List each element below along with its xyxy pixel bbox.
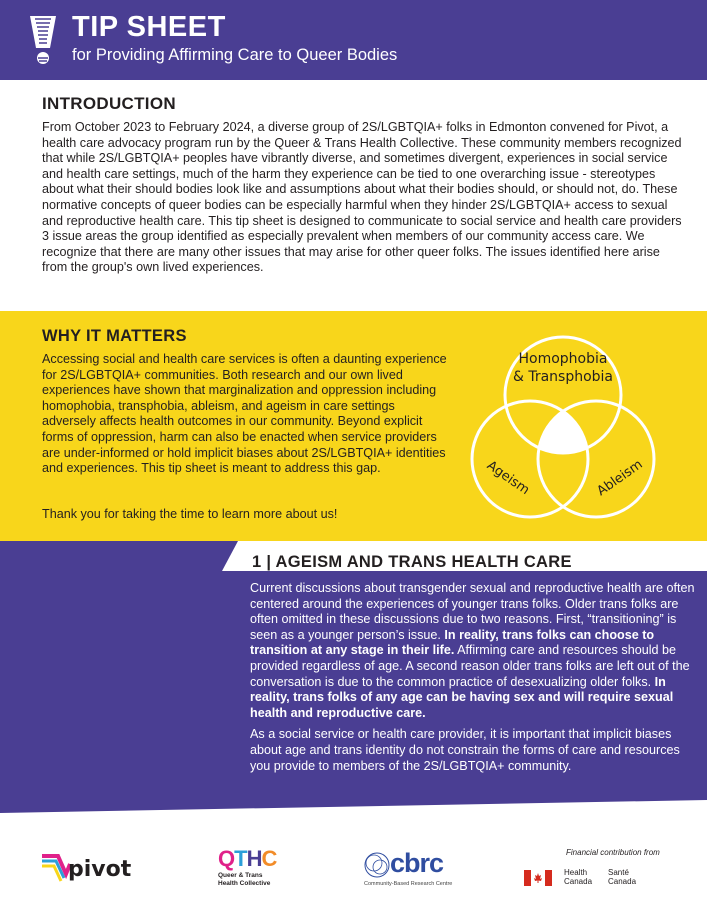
sante-canada-fr: Canada — [608, 877, 637, 886]
page-subtitle: for Providing Affirming Care to Queer Bodies — [72, 46, 398, 64]
venn-diagram — [452, 333, 674, 533]
pivot-wordmark: pivot — [68, 857, 132, 882]
ageism-heading: 1 | AGEISM AND TRANS HEALTH CARE — [252, 553, 572, 571]
why-it-matters-section — [0, 311, 707, 541]
health-canada-logo — [524, 868, 664, 892]
ageism-text: Affirming care and resources should be provided regardless of age. A second reason older trans folks are left out of the conversation is due to the common practice of desexualizing older folks. — [250, 643, 690, 689]
why-it-matters-heading: WHY IT MATTERS — [42, 327, 187, 345]
introduction-section — [0, 80, 707, 311]
footer-wave — [0, 800, 707, 824]
cbrc-circle-icon — [362, 850, 392, 880]
exclamation-icon — [26, 14, 60, 66]
ageism-body — [250, 581, 696, 780]
qthc-subtitle: Queer & Trans — [218, 872, 263, 879]
venn-label-homophobia: Homophobia — [518, 351, 608, 367]
venn-label-ageism: Ageism — [483, 458, 533, 499]
venn-circle-left — [472, 401, 588, 517]
venn-label-ableism: Ableism — [594, 457, 646, 500]
thank-you-text: Thank you for taking the time to learn more about us! — [42, 507, 338, 521]
ageism-section — [0, 541, 707, 813]
ageism-emphasis: In reality, trans folks can choose to transition at any stage in their life. — [250, 627, 655, 658]
financial-contribution-label: Financial contribution from — [566, 848, 660, 857]
sante-canada-fr: Santé — [608, 868, 629, 877]
section-tab-notch — [222, 541, 238, 571]
header-banner — [0, 0, 707, 80]
cbrc-wordmark: cbrc — [390, 848, 444, 878]
introduction-heading: INTRODUCTION — [42, 94, 176, 113]
introduction-body: From October 2023 to February 2024, a diverse group of 2S/LGBTQIA+ folks in Edmonton convened for Pivot, a health care advocacy program run by the Queer & Trans Health Collective. These community members recognized that while 2S/LGBTQIA+ peoples have vibrantly diverse, and sometimes divergent, experiences in social service and health care settings, much of the harm they experience can be tied to one overarching issue - stereotypes about what their should bodies look like and assumptions about what their bodies should, or should not, do. These normative concepts of queer bodies can be especially harmful when they hinder 2S/LGBTQIA+ access to sexual and reproductive health care. This tip sheet is designed to communicate to social service and health care providers 3 issue areas the group identified as especially prevalent when members of our community access care. We recognize that there are many other issues that may arise for other queer folks. The issues identified here arise from the group's own lived experiences. — [42, 120, 682, 275]
canada-flag-icon — [524, 870, 552, 886]
health-canada-en: Canada — [564, 877, 593, 886]
why-it-matters-body: Accessing social and health care services is often a daunting experience for 2S/LGBTQIA+ communities. Both research and our own lived experiences have shown that marginalization and oppression including homophobia, transphobia, ableism, and ageism in care settings adversely affects health outcomes in our community. Beyond explicit forms of oppression, harm can also be enacted when service providers are under-informed or hold implicit biases about 2S/LGBTQIA+ identities and experiences. This tip sheet is meant to address this gap. — [42, 352, 447, 476]
qthc-letter: C — [261, 846, 277, 871]
qthc-letter: T — [234, 846, 247, 871]
venn-label-transphobia: & Transphobia — [512, 369, 614, 385]
ageism-paragraph-2: As a social service or health care provider, it is important that implicit biases about age and trans identity do not constrain the forms of care and resources you provide to members of the 2S/LGBTQIA+ community. — [250, 727, 680, 773]
ageism-paragraph-1 — [250, 581, 696, 721]
health-canada-en: Health — [564, 868, 588, 877]
footer — [0, 800, 707, 911]
ageism-text: Current discussions about transgender sexual and reproductive health are often centered around the experiences of younger trans folks. Older trans folks are often omitted in these discussions due to two reasons. First, “transitioning” is seen as a younger person’s issue. — [250, 581, 695, 642]
page-title: TIP SHEET — [72, 11, 226, 43]
qthc-letter: H — [246, 846, 262, 871]
cbrc-logo — [362, 848, 462, 892]
cbrc-subtitle: Community-Based Research Centre — [364, 881, 453, 887]
qthc-subtitle: Health Collective — [218, 880, 271, 887]
ageism-emphasis: In reality, trans folks of any age can be having sex and will require sexual health and reproductive care. — [250, 674, 674, 720]
qthc-logo — [218, 846, 294, 892]
pivot-logo — [40, 850, 140, 886]
qthc-letter: Q — [218, 846, 235, 871]
